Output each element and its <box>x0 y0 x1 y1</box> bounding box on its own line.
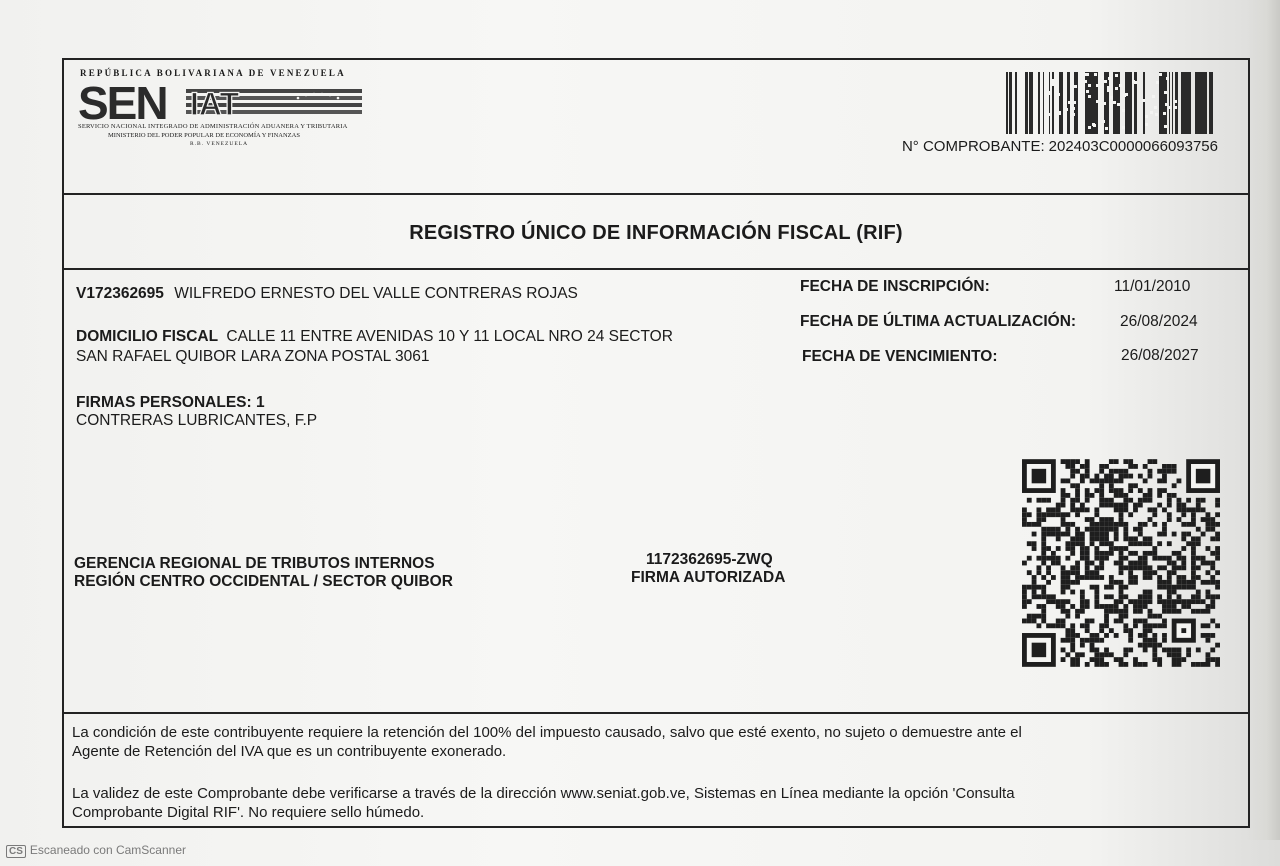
logo-iat-mark <box>186 86 362 118</box>
expiry-value: 26/08/2027 <box>1121 347 1199 364</box>
taxpayer-rif: V172362695 <box>76 285 164 302</box>
update-value: 26/08/2024 <box>1120 313 1198 330</box>
update-label: FECHA DE ÚLTIMA ACTUALIZACIÓN: <box>800 313 1077 330</box>
footer-p2-line1: La validez de este Comprobante debe verificarse a través de la dirección www.seniat.gob.ve, Sistemas en Línea mediante la opción 'Consulta <box>72 785 1015 802</box>
firm-name: CONTRERAS LUBRICANTES, F.P <box>76 412 318 429</box>
logo-ministry: MINISTERIO DEL PODER POPULAR DE ECONOMÍA Y FINANZAS <box>108 132 300 139</box>
inscription-value: 11/01/2010 <box>1114 278 1191 295</box>
footer-paragraph-1 <box>72 723 1022 761</box>
footer-p1-line1: La condición de este contribuyente requiere la retención del 100% del impuesto causado, salvo que esté exento, no sujeto o demuestre ante el <box>72 724 1022 741</box>
footer-p2-line2: Comprobante Digital RIF'. No requiere sello húmedo. <box>72 804 425 821</box>
barcode-icon <box>1006 72 1216 134</box>
office-line-2: REGIÓN CENTRO OCCIDENTAL / SECTOR QUIBOR <box>74 573 453 590</box>
address-line-2: SAN RAFAEL QUIBOR LARA ZONA POSTAL 3061 <box>76 348 430 365</box>
signature-label: FIRMA AUTORIZADA <box>631 569 786 586</box>
address-line-1 <box>76 328 673 346</box>
office-line-1: GERENCIA REGIONAL DE TRIBUTOS INTERNOS <box>74 555 435 572</box>
document-title: REGISTRO ÚNICO DE INFORMACIÓN FISCAL (RIF) <box>409 222 903 244</box>
logo-republic: REPÚBLICA BOLIVARIANA DE VENEZUELA <box>80 68 346 78</box>
qr-code-icon <box>1022 458 1220 668</box>
page-edge-shadow <box>1246 0 1280 840</box>
header-divider <box>62 193 1250 195</box>
camscanner-text: Escaneado con CamScanner <box>29 843 186 857</box>
logo-country-small: R.B. VENEZUELA <box>190 141 249 147</box>
title-divider <box>62 268 1250 270</box>
svg-text:IAT: IAT <box>190 86 240 118</box>
logo-full-name: SERVICIO NACIONAL INTEGRADO DE ADMINISTRACIÓN ADUANERA Y TRIBUTARIA <box>78 123 348 130</box>
receipt-number: 202403C0000066093756 <box>1048 138 1218 155</box>
signature-code: 1172362695-ZWQ <box>646 551 773 568</box>
receipt-label: N° COMPROBANTE: <box>901 138 1045 155</box>
camscanner-badge: CS <box>6 845 26 858</box>
camscanner-watermark <box>6 843 186 858</box>
receipt-number-line <box>902 138 1218 155</box>
expiry-label: FECHA DE VENCIMIENTO: <box>802 348 998 365</box>
footer-p1-line2: Agente de Retención del IVA que es un contribuyente exonerado. <box>72 743 507 760</box>
taxpayer-name: WILFREDO ERNESTO DEL VALLE CONTRERAS ROJAS <box>174 285 578 302</box>
seniat-logo <box>78 66 368 156</box>
footer-paragraph-2 <box>72 784 1015 822</box>
firms-label: FIRMAS PERSONALES: 1 <box>76 394 265 411</box>
footer-divider <box>62 712 1250 714</box>
taxpayer-line <box>76 285 578 303</box>
address-label: DOMICILIO FISCAL <box>76 328 219 345</box>
inscription-label: FECHA DE INSCRIPCIÓN: <box>800 278 990 295</box>
address-value-1: CALLE 11 ENTRE AVENIDAS 10 Y 11 LOCAL NRO 24 SECTOR <box>226 328 673 345</box>
logo-sen-text: SEN <box>78 77 167 129</box>
